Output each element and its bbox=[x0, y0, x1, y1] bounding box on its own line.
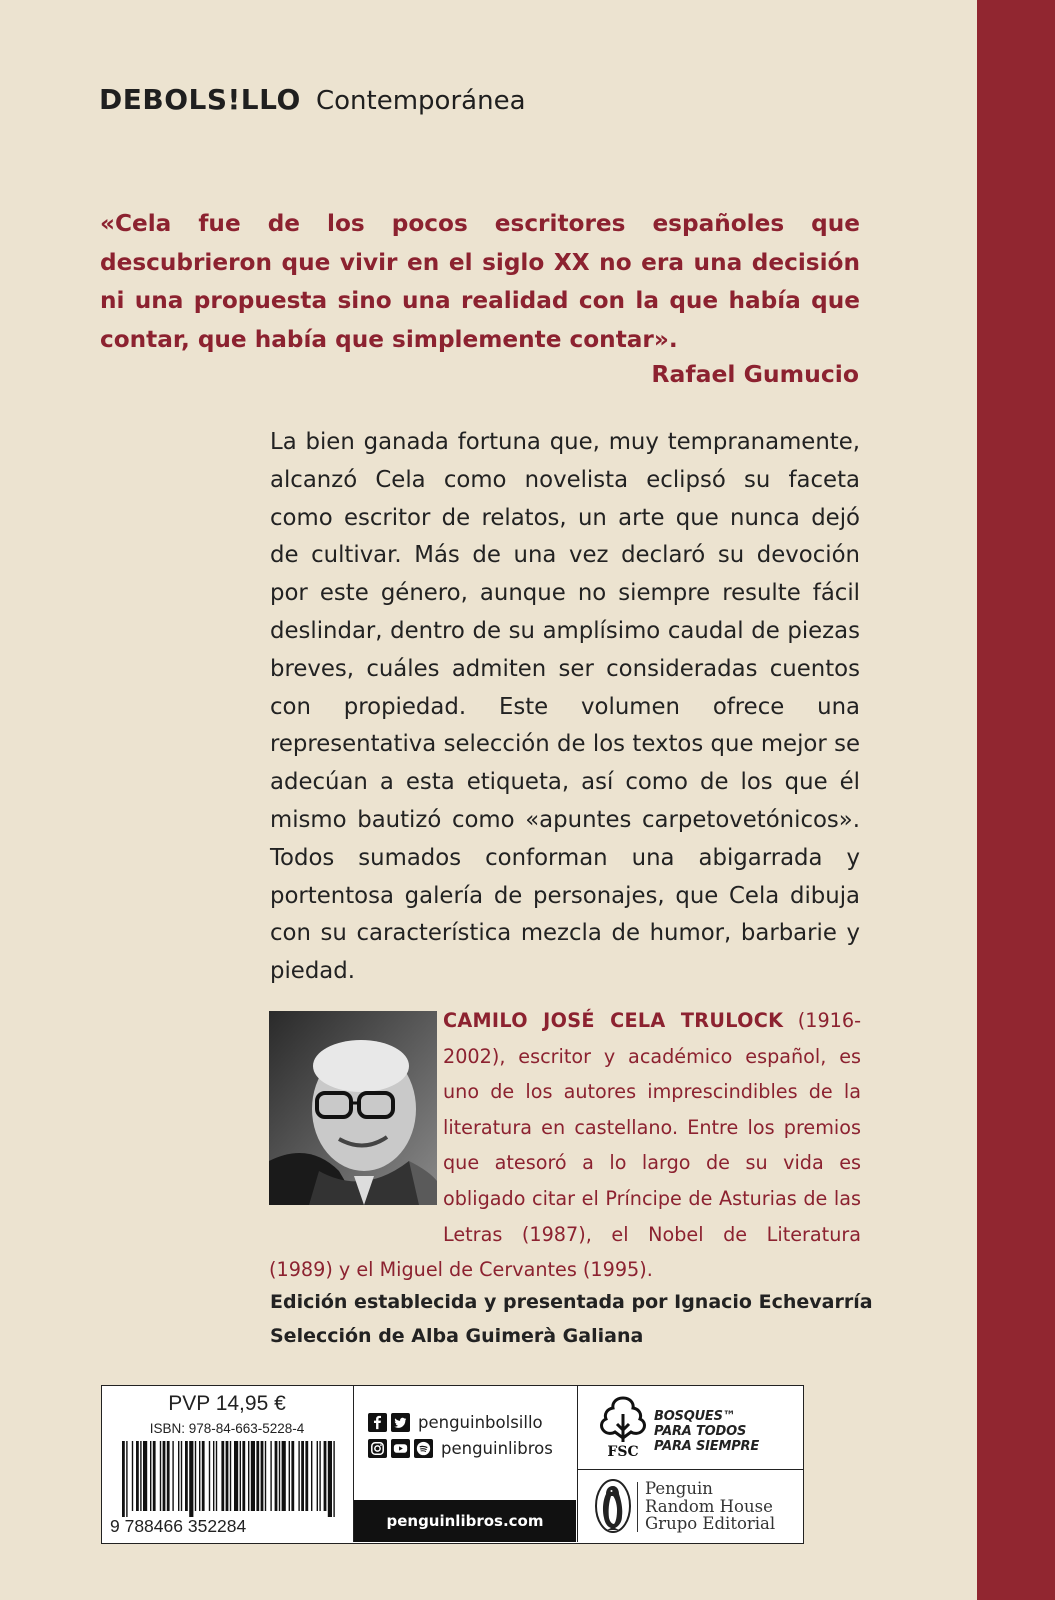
prh-cell bbox=[578, 1470, 803, 1542]
prh-divider bbox=[637, 1482, 638, 1532]
synopsis-text: La bien ganada fortuna que, muy tempranamente, alcanzó Cela como novelista eclipsó su faceta como escritor de relatos, un arte que nunca dejó de cultivar. Más de una vez declaró su devoción por este género, aunque no siempre resulte fácil deslindar, dentro de su amplísimo caudal de piezas breves, cuáles admiten ser consideradas cuentos con propiedad. Este volumen ofrece una representativa selección de los textos que mejor se adecúan a esta etiqueta, así como de los que él mismo bautizó como «apuntes carpetovetónicos». Todos sumados conforman una abigarrada y portentosa galería de personajes, que Cela dibuja con su característica mezcla de humor, barbarie y piedad. bbox=[270, 429, 860, 985]
social-handle-libros: penguinlibros bbox=[441, 1439, 553, 1458]
social-cell bbox=[354, 1386, 578, 1542]
credit-line-editor: Edición establecida y presentada por Ignacio Echevarría bbox=[270, 1291, 873, 1313]
prh-wordmark bbox=[645, 1480, 775, 1533]
publisher-header bbox=[99, 82, 526, 116]
fsc-tree-icon bbox=[596, 1394, 650, 1460]
barcode-digits: 9 788466 352284 bbox=[110, 1516, 247, 1536]
social-handle-bolsillo: penguinbolsillo bbox=[418, 1413, 543, 1432]
spotify-icon[interactable] bbox=[414, 1439, 433, 1458]
quote-author: Rafael Gumucio bbox=[651, 360, 859, 388]
fsc-slogan bbox=[654, 1409, 759, 1454]
penguin-icon bbox=[594, 1478, 632, 1534]
publisher-logo: DEBOLS!LLO bbox=[99, 83, 301, 116]
price-label: PVP 14,95 € bbox=[168, 1392, 286, 1415]
instagram-icon[interactable] bbox=[368, 1439, 387, 1458]
info-box bbox=[101, 1385, 804, 1544]
credit-line-selection: Selección de Alba Guimerà Galiana bbox=[270, 1325, 644, 1347]
author-bio-text: (1916-2002), escritor y académico español, es uno de los autores imprescindibles de la literatura en castellano. Entre los premios que atesoró a lo largo de su vida es obligado citar el Príncipe de Asturias de las Letras (1987), el Nobel de Literatura (1989) y el Miguel de Cervantes (1995). bbox=[269, 1009, 861, 1282]
prh-line1: Penguin bbox=[645, 1479, 713, 1498]
isbn-label: ISBN: 978-84-663-5228-4 bbox=[149, 1421, 305, 1436]
fsc-slogan-line3: PARA SIEMPRE bbox=[654, 1439, 760, 1454]
social-row-libros bbox=[368, 1439, 553, 1458]
social-row-bolsillo bbox=[368, 1413, 543, 1432]
fsc-slogan-line2: PARA TODOS bbox=[654, 1424, 747, 1439]
pull-quote: «Cela fue de los pocos escritores españoles que descubrieron que vivir en el siglo XX no era una decisión ni una propuesta sino una realidad con la que había que contar, que había que simplemente contar». bbox=[100, 210, 860, 353]
series-name: Contemporánea bbox=[316, 86, 526, 116]
author-bio bbox=[269, 1003, 861, 1288]
barcode bbox=[122, 1441, 337, 1517]
prh-line3: Grupo Editorial bbox=[645, 1514, 776, 1533]
youtube-icon[interactable] bbox=[391, 1439, 410, 1458]
fsc-cell bbox=[578, 1386, 803, 1470]
facebook-icon[interactable] bbox=[368, 1413, 387, 1432]
fsc-slogan-line1: BOSQUES™ bbox=[654, 1409, 736, 1424]
edition-credits bbox=[270, 1285, 873, 1353]
fsc-logo-text: FSC bbox=[607, 1444, 639, 1460]
website-link[interactable]: penguinlibros.com bbox=[354, 1500, 576, 1542]
price-barcode-cell bbox=[102, 1386, 354, 1542]
author-name: CAMILO JOSÉ CELA TRULOCK bbox=[443, 1009, 784, 1032]
twitter-icon[interactable] bbox=[391, 1413, 410, 1432]
prh-line2: Random House bbox=[645, 1496, 773, 1516]
spine-band bbox=[977, 0, 1055, 1600]
